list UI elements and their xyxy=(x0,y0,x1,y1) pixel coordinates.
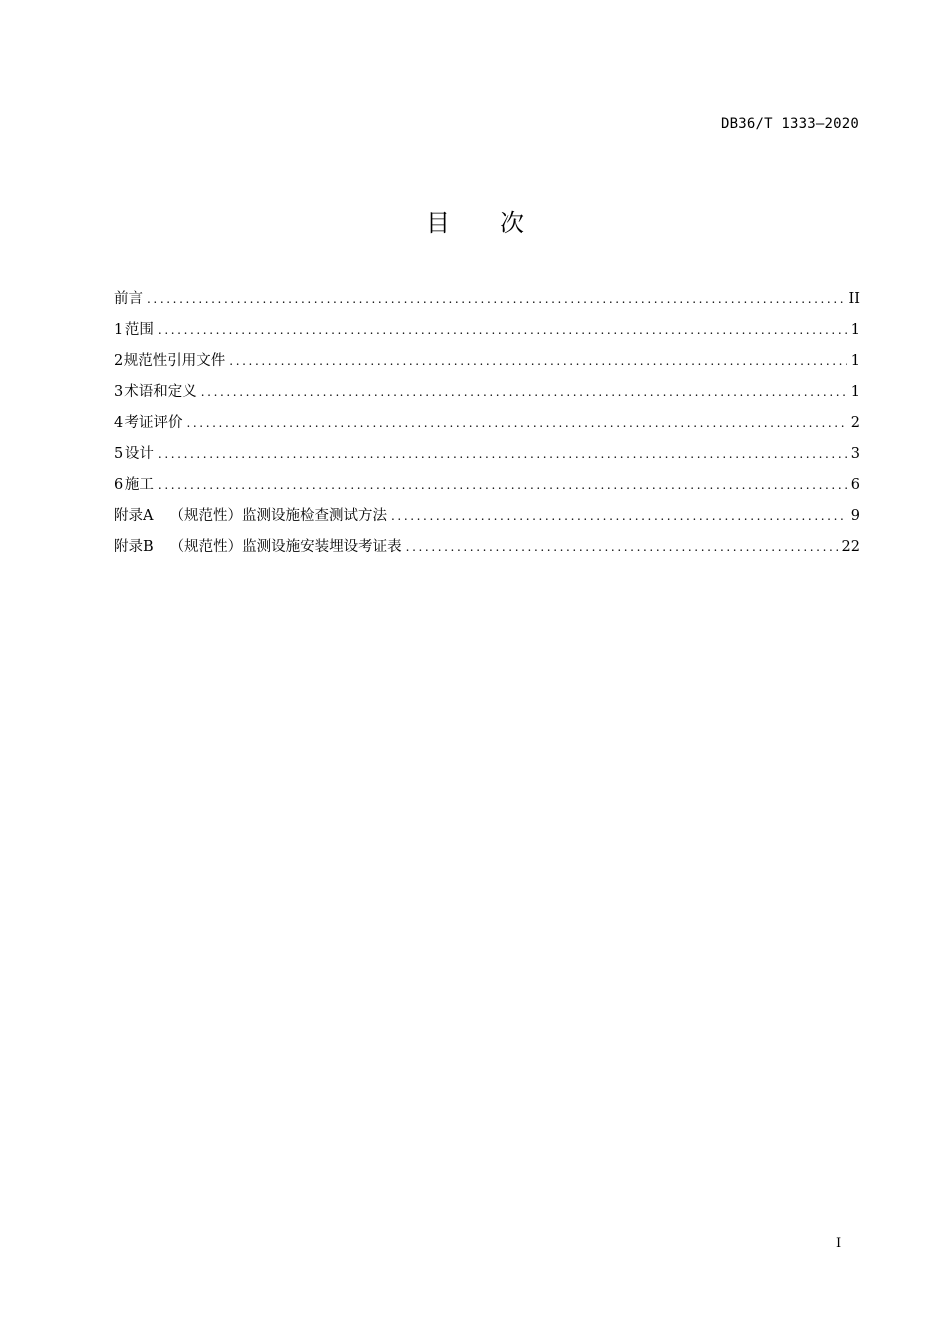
toc-title-char-1: 目 xyxy=(426,209,450,237)
toc-entry-page: 9 xyxy=(850,508,860,524)
toc-entry-label: 术语和定义 xyxy=(124,384,197,400)
toc-entry-scope[interactable] xyxy=(114,316,860,347)
toc-entry-page: 22 xyxy=(841,539,860,555)
toc-entry-number: 附录B xyxy=(114,539,154,555)
toc-leader-dots xyxy=(158,316,847,344)
toc-entry-number: 附录A xyxy=(114,508,154,524)
toc-leader-dots xyxy=(186,409,846,437)
toc-leader-dots xyxy=(229,347,846,375)
toc-entry-label: 前言 xyxy=(114,291,143,307)
toc-entry-page: 2 xyxy=(850,415,860,431)
toc-entry-terms-definitions[interactable] xyxy=(114,378,860,409)
toc-entry-evaluation[interactable] xyxy=(114,409,860,440)
toc-title xyxy=(0,205,950,241)
toc-entry-appendix-a[interactable] xyxy=(114,502,860,533)
toc-entry-label: 范围 xyxy=(124,322,154,338)
toc-entry-page: 6 xyxy=(850,477,860,493)
toc-entry-page: 1 xyxy=(850,322,860,338)
toc-leader-dots xyxy=(406,533,838,561)
toc-entry-label: 设计 xyxy=(124,446,154,462)
toc-entry-number: 4 xyxy=(114,415,124,431)
toc-entry-number: 6 xyxy=(114,477,124,493)
toc-entry-label: （规范性）监测设施安装埋设考证表 xyxy=(169,539,402,555)
toc-leader-dots xyxy=(158,440,847,468)
toc-entry-design[interactable] xyxy=(114,440,860,471)
toc-list xyxy=(114,285,860,564)
toc-entry-page: 3 xyxy=(850,446,860,462)
toc-title-char-2: 次 xyxy=(500,209,524,237)
toc-entry-appendix-b[interactable] xyxy=(114,533,860,564)
toc-leader-dots xyxy=(147,285,845,313)
toc-entry-number: 2 xyxy=(114,353,124,369)
toc-entry-label: 施工 xyxy=(124,477,154,493)
toc-entry-number: 3 xyxy=(114,384,124,400)
standard-code: DB36/T 1333—2020 xyxy=(720,116,859,132)
toc-entry-page: II xyxy=(848,291,860,307)
toc-entry-number: 5 xyxy=(114,446,124,462)
toc-leader-dots xyxy=(201,378,847,406)
page-number: I xyxy=(836,1236,842,1251)
toc-leader-dots xyxy=(158,471,847,499)
toc-entry-foreword[interactable] xyxy=(114,285,860,316)
toc-leader-dots xyxy=(391,502,847,530)
toc-entry-label: 考证评价 xyxy=(124,415,183,431)
toc-entry-page: 1 xyxy=(850,353,860,369)
toc-entry-label: 规范性引用文件 xyxy=(123,353,226,369)
toc-entry-label: （规范性）监测设施检查测试方法 xyxy=(169,508,387,524)
toc-entry-number: 1 xyxy=(114,322,124,338)
toc-entry-construction[interactable] xyxy=(114,471,860,502)
toc-entry-page: 1 xyxy=(850,384,860,400)
toc-entry-normative-references[interactable] xyxy=(114,347,860,378)
